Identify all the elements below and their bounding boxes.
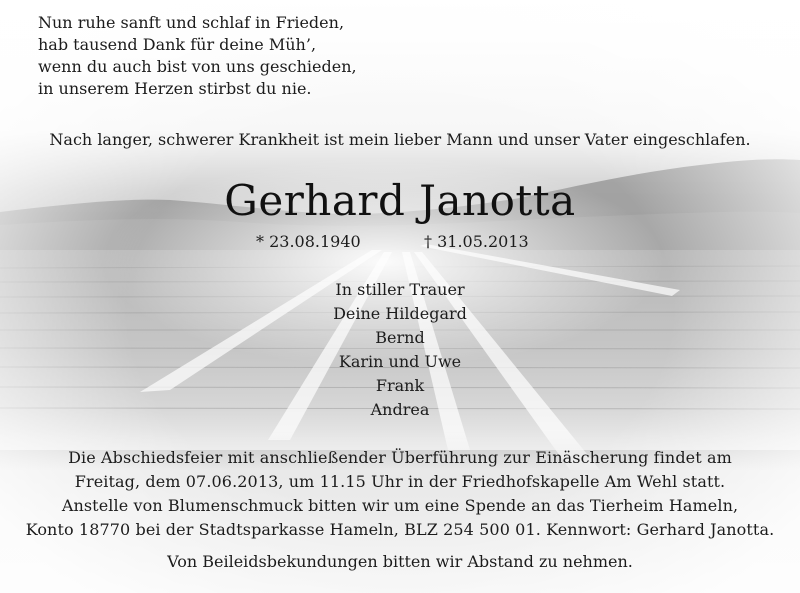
details-line: Freitag, dem 07.06.2013, um 11.15 Uhr in der Friedhofskapelle Am Wehl statt. [74,472,726,491]
mourner-name: Deine Hildegard [333,304,467,323]
mourners-list [0,278,800,422]
deceased-name: Gerhard Janotta [224,176,576,225]
details-line: Anstelle von Blumenschmuck bitten wir um eine Spende an das Tierheim Hameln, [61,496,739,515]
details-line: Konto 18770 bei der Stadtsparkasse Hameln, BLZ 254 500 01. Kennwort: Gerhard Janotta. [25,520,775,539]
closing-note: Von Beileidsbekundungen bitten wir Abstand zu nehmen. [167,552,633,571]
poem-line: in unserem Herzen stirbst du nie. [38,79,312,98]
poem [38,12,357,100]
birth-date: * 23.08.1940 [256,232,361,251]
intro-text: Nach langer, schwerer Krankheit ist mein lieber Mann und unser Vater eingeschlafen. [49,130,751,149]
mourner-name: Frank [375,376,425,395]
mourner-name: Bernd [375,328,425,347]
mourner-name: Andrea [370,400,430,419]
poem-line: wenn du auch bist von uns geschieden, [38,57,357,76]
mourner-name: Karin und Uwe [338,352,462,371]
mourners-heading: In stiller Trauer [335,280,465,299]
funeral-details [0,446,800,542]
death-date: † 31.05.2013 [424,232,529,251]
poem-line: Nun ruhe sanft und schlaf in Frieden, [38,13,345,32]
details-line: Die Abschiedsfeier mit anschließender Überführung zur Einäscherung findet am [68,448,732,467]
poem-line: hab tausend Dank für deine Müh’, [38,35,317,54]
